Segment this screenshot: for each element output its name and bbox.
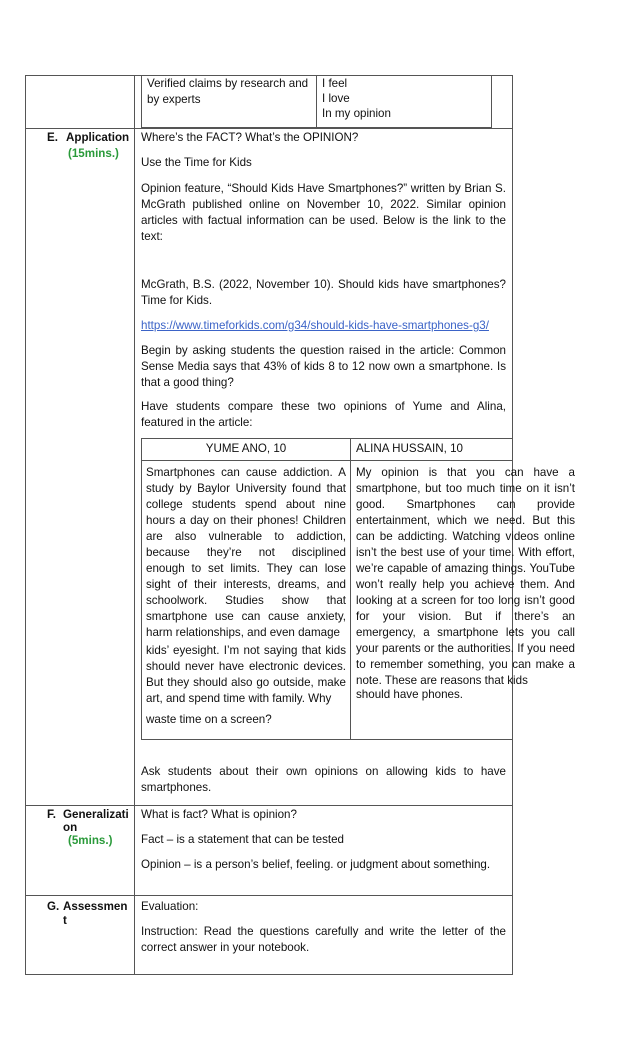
fact-definition: Fact – is a statement that can be tested	[141, 833, 345, 846]
yume-header: YUME ANO, 10	[205, 442, 287, 455]
assessment-letter: G.	[47, 900, 60, 913]
opinion-table-top	[141, 438, 512, 439]
fact-opinion-question: Where’s the FACT? What’s the OPINION?	[141, 131, 359, 144]
table-border-left	[25, 75, 26, 975]
opinion-table-bottom	[141, 739, 512, 740]
feel-line: I feel	[322, 77, 348, 90]
alina-opinion-part1: My opinion is that you can have a smartphone, but too much time on it isn’t good. Smartphones can provide entertainment, which we need. But this can be addicting. Watching videos online isn’t the best use of your time. With effort, we’re capable of amazing things. YouTube won’t really help you achieve them. And looking at a screen for too long isn’t good for your vision. But if there’s an emergency, a smartphone lets you call your parents or the authorities. If you need to remember something, you can make a note. These are reasons that kids	[356, 466, 575, 687]
generalization-time: (5mins.)	[68, 834, 113, 847]
application-letter: E.	[47, 131, 58, 144]
yume-opinion-part3: waste time on a screen?	[146, 713, 272, 726]
column-divider	[134, 75, 135, 975]
assessment-title-line1: Assessmen	[63, 900, 128, 913]
generalization-letter: F.	[47, 808, 57, 821]
row-divider-generalization	[25, 805, 513, 806]
yume-opinion-part1: Smartphones can cause addiction. A study by Baylor University found that college students spend about nine hours a day on their phones! Children are also vulnerable to addiction, because they’re not disciplined enough to set limits. They can lose sight of their interests, dreams, and schoolwork. Studies show that smartphone use can cause anxiety, harm relationships, and even damage	[146, 466, 346, 639]
application-time: (15mins.)	[68, 147, 119, 160]
opinion-table-middle	[350, 438, 351, 740]
opinion-definition: Opinion – is a person’s belief, feeling. or judgment about something.	[141, 858, 491, 871]
assessment-title-line2: t	[63, 914, 67, 927]
yume-opinion-part2: kids’ eyesight. I’m not saying that kids should never have electronic devices. But they should also go outside, make art, and spend time with family. Why	[146, 644, 346, 705]
row-divider-application	[25, 128, 513, 129]
generalization-title-line2: on	[63, 821, 78, 834]
table-border-bottom	[25, 974, 513, 975]
citation: McGrath, B.S. (2022, November 10). Should kids have smartphones? Time for Kids.	[141, 278, 506, 307]
application-title: Application	[66, 131, 130, 144]
alina-opinion-part2: should have phones.	[356, 688, 464, 701]
love-line: I love	[322, 92, 350, 105]
compare-paragraph: Have students compare these two opinions of Yume and Alina, featured in the article:	[141, 400, 506, 429]
fact-opinion-prompt: What is fact? What is opinion?	[141, 808, 297, 821]
opinion-table-header-rule	[141, 460, 512, 461]
ask-students-paragraph: Ask students about their own opinions on allowing kids to have smartphones.	[141, 765, 506, 794]
assessment-instruction: Instruction: Read the questions carefully and write the letter of the correct answer in your notebook.	[141, 925, 506, 954]
use-time-for-kids: Use the Time for Kids	[141, 156, 252, 169]
begin-paragraph: Begin by asking students the question raised in the article: Common Sense Media says that 43% of kids 8 to 12 now own a smartphone. Is that a good thing?	[141, 344, 506, 389]
evaluation-label: Evaluation:	[141, 900, 199, 913]
article-link[interactable]: https://www.timeforkids.com/g34/should-kids-have-smartphones-g3/	[141, 319, 489, 332]
alina-header: ALINA HUSSAIN, 10	[356, 442, 463, 455]
opinion-feature-paragraph: Opinion feature, “Should Kids Have Smartphones?” written by Brian S. McGrath published online on November 10, 2022. Similar opinion articles with factual information can be used. Below is the link to the text:	[141, 182, 506, 243]
in-my-opinion-line: In my opinion	[322, 107, 391, 120]
generalization-title-line1: Generalizati	[63, 808, 129, 821]
verified-claims-cell: Verified claims by research and by experts	[147, 77, 309, 106]
top-inner-divider	[316, 75, 317, 128]
opinion-table-left	[141, 438, 142, 740]
row-divider-assessment	[25, 895, 513, 896]
